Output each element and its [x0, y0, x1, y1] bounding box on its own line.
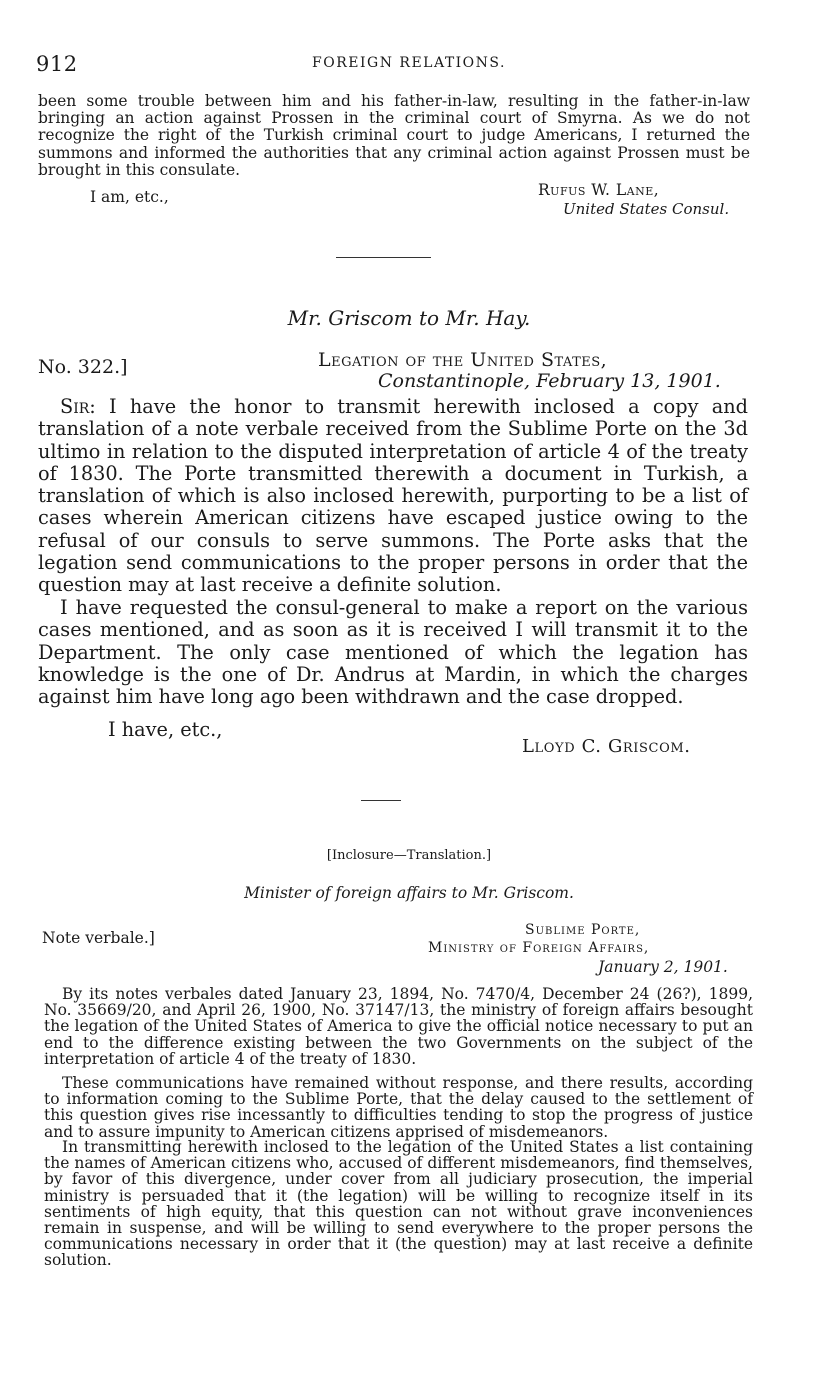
- continued-paragraph: been some trouble between him and his father-in-law, resulting in the father-in-law bringing an action against Prossen in the criminal court of Smyrna. As we do not recognize the right of the Turkish criminal court to judge Americans, I returned the summons and informed the authorities that any criminal action against Prossen must be brought in this consulate.: [38, 92, 750, 179]
- signature-title: United States Consul.: [563, 200, 730, 218]
- signer-name-text: Rufus W. Lane,: [538, 181, 660, 199]
- letter-heading: Mr. Griscom to Mr. Hay.: [287, 306, 531, 330]
- sender-line: Sublime Porte,: [525, 922, 641, 938]
- paragraph-text: I have the honor to transmit herewith inclosed a copy and translation of a note verbale received from the Sublime Porte on the 3d ultimo in relation to the disputed interpretation of article 4 of the treaty of 1830. The Porte transmitted therewith a document in Turkish, a translation of which is also inclosed herewith, purporting to be a list of cases wherein American citizens have escaped justice owing to the refusal of our consuls to serve summons. The Porte asks that the legation send communications to the proper persons in order that the question may at last receive a definite solution.: [38, 395, 748, 597]
- legation-address: Legation of the United States,: [318, 349, 608, 371]
- sender-line: Ministry of Foreign Affairs,: [428, 940, 650, 956]
- closing-line: I have, etc.,: [108, 718, 223, 741]
- signature-name: [538, 181, 659, 199]
- running-head: FOREIGN RELATIONS.: [312, 55, 506, 71]
- letter-paragraph: [38, 396, 748, 597]
- enclosure-label: [Inclosure—Translation.]: [326, 848, 492, 863]
- page-number: 912: [36, 52, 78, 76]
- section-divider: [361, 800, 401, 801]
- signature-name: Lloyd C. Griscom.: [522, 736, 691, 757]
- enclosure-paragraph: By its notes verbales dated January 23, 1894, No. 7470/4, December 24 (26?), 1899, No. 35669/20, and April 26, 1900, No. 37147/13, the ministry of foreign affairs besought the legation of the United States of America to give the official notice necessary to put an end to the difference existing between the two Governments on the subject of the interpretation of article 4 of the treaty of 1830.: [44, 985, 753, 1068]
- place-date: Constantinople, February 13, 1901.: [378, 370, 721, 392]
- letter-reference-number: No. 322.]: [38, 356, 128, 378]
- enclosure-paragraph: In transmitting herewith inclosed to the legation of the United States a list containing the names of American citizens who, accused of different misdemeanors, find themselves, by favor of this divergence, under cover from all judiciary prosecution, the imperial ministry is persuaded that it (the legation) will be willing to recognize itself in its sentiments of high equity, that this question can not without grave inconveniences remain in suspense, and will be willing to send everywhere to the proper persons the communications necessary in order that it (the question) may at last receive a definite solution.: [44, 1138, 753, 1270]
- salutation: Sir:: [60, 395, 96, 418]
- enclosure-heading: Minister of foreign affairs to Mr. Griscom.: [244, 884, 574, 902]
- note-verbale-label: Note verbale.]: [42, 929, 155, 947]
- closing-line: I am, etc.,: [90, 188, 169, 206]
- note-date: January 2, 1901.: [598, 958, 728, 976]
- section-divider: [336, 257, 431, 258]
- enclosure-paragraph: These communications have remained without response, and there results, according to information coming to the Sublime Porte, that the delay caused to the settlement of this question gives rise incessantly to difficulties tending to stop the progress of justice and to assure impunity to American citizens apprised of misdemeanors.: [44, 1074, 753, 1141]
- letter-paragraph: I have requested the consul-general to make a report on the various cases mentioned, and as soon as it is received I will transmit it to the Department. The only case mentioned of which the legation has knowledge is the one of Dr. Andrus at Mardin, in which the charges against him have long ago been withdrawn and the case dropped.: [38, 596, 748, 709]
